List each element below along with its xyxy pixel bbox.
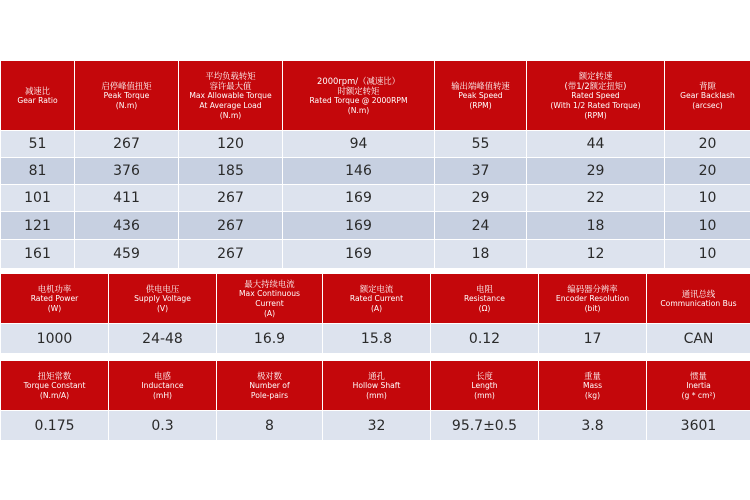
column-header [1, 61, 75, 131]
header-line: Length [471, 380, 498, 390]
header-row [1, 361, 750, 411]
header-line: Encoder Resolution [555, 293, 630, 303]
table-cell: 146 [283, 158, 435, 185]
table-cell: 20 [665, 158, 750, 185]
column-header [323, 274, 431, 324]
table-cell: 29 [435, 185, 527, 212]
header-line: 背隙 [699, 80, 716, 91]
table-cell: 10 [665, 240, 750, 269]
header-line: At Average Load [199, 100, 262, 110]
table-cell: 18 [527, 212, 665, 240]
column-header [217, 274, 323, 324]
table-cell: 29 [527, 158, 665, 185]
header-line: 扭矩常数 [37, 370, 72, 381]
table-cell: 10 [665, 212, 750, 240]
header-line: 时额定转矩 [337, 85, 380, 96]
table-cell: 0.3 [109, 411, 217, 441]
table-cell: 267 [179, 212, 283, 240]
header-line: Resistance [464, 293, 505, 303]
column-header [75, 61, 179, 131]
header-line: 极对数 [256, 370, 283, 381]
header-row [1, 274, 750, 324]
column-header [1, 361, 109, 411]
header-line: 电机功率 [37, 283, 72, 294]
header-line: 供电电压 [145, 283, 180, 294]
header-line: (mH) [152, 390, 173, 400]
table-cell: 411 [75, 185, 179, 212]
table-cell: 3.8 [539, 411, 647, 441]
header-line: (A) [263, 308, 276, 318]
table-cell: 94 [283, 131, 435, 158]
header-line: Pole-pairs [250, 390, 289, 400]
header-line: Communication Bus [660, 298, 737, 308]
table-cell: 459 [75, 240, 179, 269]
table-cell: 55 [435, 131, 527, 158]
header-line: Gear Backlash [680, 90, 735, 100]
column-header [665, 61, 750, 131]
table-cell: 37 [435, 158, 527, 185]
header-line: 电阻 [476, 283, 493, 294]
column-header [283, 61, 435, 131]
table-cell: 436 [75, 212, 179, 240]
table-cell: 16.9 [217, 324, 323, 354]
table-cell: 3601 [647, 411, 750, 441]
column-header [431, 361, 539, 411]
header-line: (RPM) [584, 110, 607, 120]
header-line: (N.m) [115, 100, 138, 110]
table-cell: 95.7±0.5 [431, 411, 539, 441]
header-line: 惯量 [690, 370, 707, 381]
table-cell: 22 [527, 185, 665, 212]
table-cell: 101 [1, 185, 75, 212]
table-cell: 376 [75, 158, 179, 185]
header-line: Max Allowable Torque [189, 90, 272, 100]
column-header [647, 274, 750, 324]
header-line: (mm) [366, 390, 387, 400]
table-row [1, 411, 750, 441]
column-header [647, 361, 750, 411]
header-line: Supply Voltage [134, 293, 191, 303]
header-line: 减速比 [24, 85, 51, 96]
table-cell: 12 [527, 240, 665, 269]
column-header [527, 61, 665, 131]
table-cell: 24 [435, 212, 527, 240]
header-line: (带1/2额定扭矩) [564, 80, 627, 91]
gear-ratio-spec-table [0, 60, 750, 269]
header-line: Inductance [141, 380, 184, 390]
header-line: 容许最大值 [209, 80, 252, 91]
column-header [539, 361, 647, 411]
header-line: Max Continuous [238, 288, 300, 298]
column-header [431, 274, 539, 324]
header-line: 通讯总线 [681, 288, 716, 299]
column-header [435, 61, 527, 131]
motor-electrical-spec-table [0, 273, 750, 354]
table-cell: 10 [665, 185, 750, 212]
table-cell: 51 [1, 131, 75, 158]
table-cell: 15.8 [323, 324, 431, 354]
column-header [323, 361, 431, 411]
table-row [1, 324, 750, 354]
header-line: Peak Torque [103, 90, 150, 100]
header-line: Rated Power [30, 293, 79, 303]
table-cell: 161 [1, 240, 75, 269]
table-cell: 267 [179, 240, 283, 269]
header-line: (g * cm²) [681, 390, 716, 400]
table-row [1, 131, 750, 158]
header-line: (arcsec) [692, 100, 723, 110]
table-cell: 0.12 [431, 324, 539, 354]
table-cell: 32 [323, 411, 431, 441]
header-line: Inertia [686, 380, 711, 390]
header-line: Torque Constant [23, 380, 86, 390]
header-line: Gear Ratio [17, 95, 58, 105]
table-row [1, 185, 750, 212]
header-line: Mass [582, 380, 603, 390]
header-line: 编码器分辨率 [567, 283, 618, 294]
header-line: (mm) [474, 390, 495, 400]
table-cell: 267 [75, 131, 179, 158]
header-line: (kg) [584, 390, 601, 400]
table-cell: 44 [527, 131, 665, 158]
table-cell: 18 [435, 240, 527, 269]
table-row [1, 212, 750, 240]
table-row [1, 158, 750, 185]
table-cell: 24-48 [109, 324, 217, 354]
header-line: Number of [249, 380, 290, 390]
header-line: Rated Torque @ 2000RPM [309, 95, 408, 105]
column-header [1, 274, 109, 324]
table-cell: 169 [283, 240, 435, 269]
header-line: (bit) [584, 303, 601, 313]
header-line: 电感 [154, 370, 171, 381]
column-header [179, 61, 283, 131]
table-cell: 17 [539, 324, 647, 354]
header-line: (N.m) [219, 110, 242, 120]
header-line: Current [255, 298, 284, 308]
table-cell: CAN [647, 324, 750, 354]
header-line: 重量 [584, 370, 601, 381]
table-cell: 20 [665, 131, 750, 158]
table-cell: 81 [1, 158, 75, 185]
column-header [109, 274, 217, 324]
header-line: (A) [370, 303, 383, 313]
header-line: 2000rpm/（减速比） [317, 75, 400, 86]
header-line: Hollow Shaft [352, 380, 401, 390]
table-cell: 8 [217, 411, 323, 441]
table-cell: 169 [283, 185, 435, 212]
table-cell: 267 [179, 185, 283, 212]
header-line: (V) [156, 303, 169, 313]
column-header [539, 274, 647, 324]
table-cell: 1000 [1, 324, 109, 354]
table-cell: 121 [1, 212, 75, 240]
table-cell: 120 [179, 131, 283, 158]
header-line: (N.m) [347, 105, 370, 115]
column-header [217, 361, 323, 411]
header-line: Rated Current [349, 293, 404, 303]
header-line: Peak Speed [458, 90, 503, 100]
table-cell: 169 [283, 212, 435, 240]
header-line: 最大持续电流 [244, 278, 295, 289]
header-line: 输出端峰值转速 [451, 80, 510, 91]
motor-mechanical-spec-table [0, 360, 750, 441]
header-line: 通孔 [368, 370, 385, 381]
header-line: 启停峰值扭矩 [101, 80, 152, 91]
header-line: Rated Speed [571, 90, 620, 100]
header-line: 额定电流 [359, 283, 394, 294]
header-line: 平均负载转矩 [205, 70, 256, 81]
header-line: (RPM) [469, 100, 492, 110]
header-line: 长度 [476, 370, 493, 381]
column-header [109, 361, 217, 411]
header-line: (Ω) [478, 303, 491, 313]
table-cell: 185 [179, 158, 283, 185]
header-line: 额定转速 [578, 70, 613, 81]
header-line: (N.m/A) [39, 390, 70, 400]
table-row [1, 240, 750, 269]
table-cell: 0.175 [1, 411, 109, 441]
header-line: (With 1/2 Rated Torque) [550, 100, 641, 110]
header-line: (W) [47, 303, 62, 313]
header-row [1, 61, 750, 131]
